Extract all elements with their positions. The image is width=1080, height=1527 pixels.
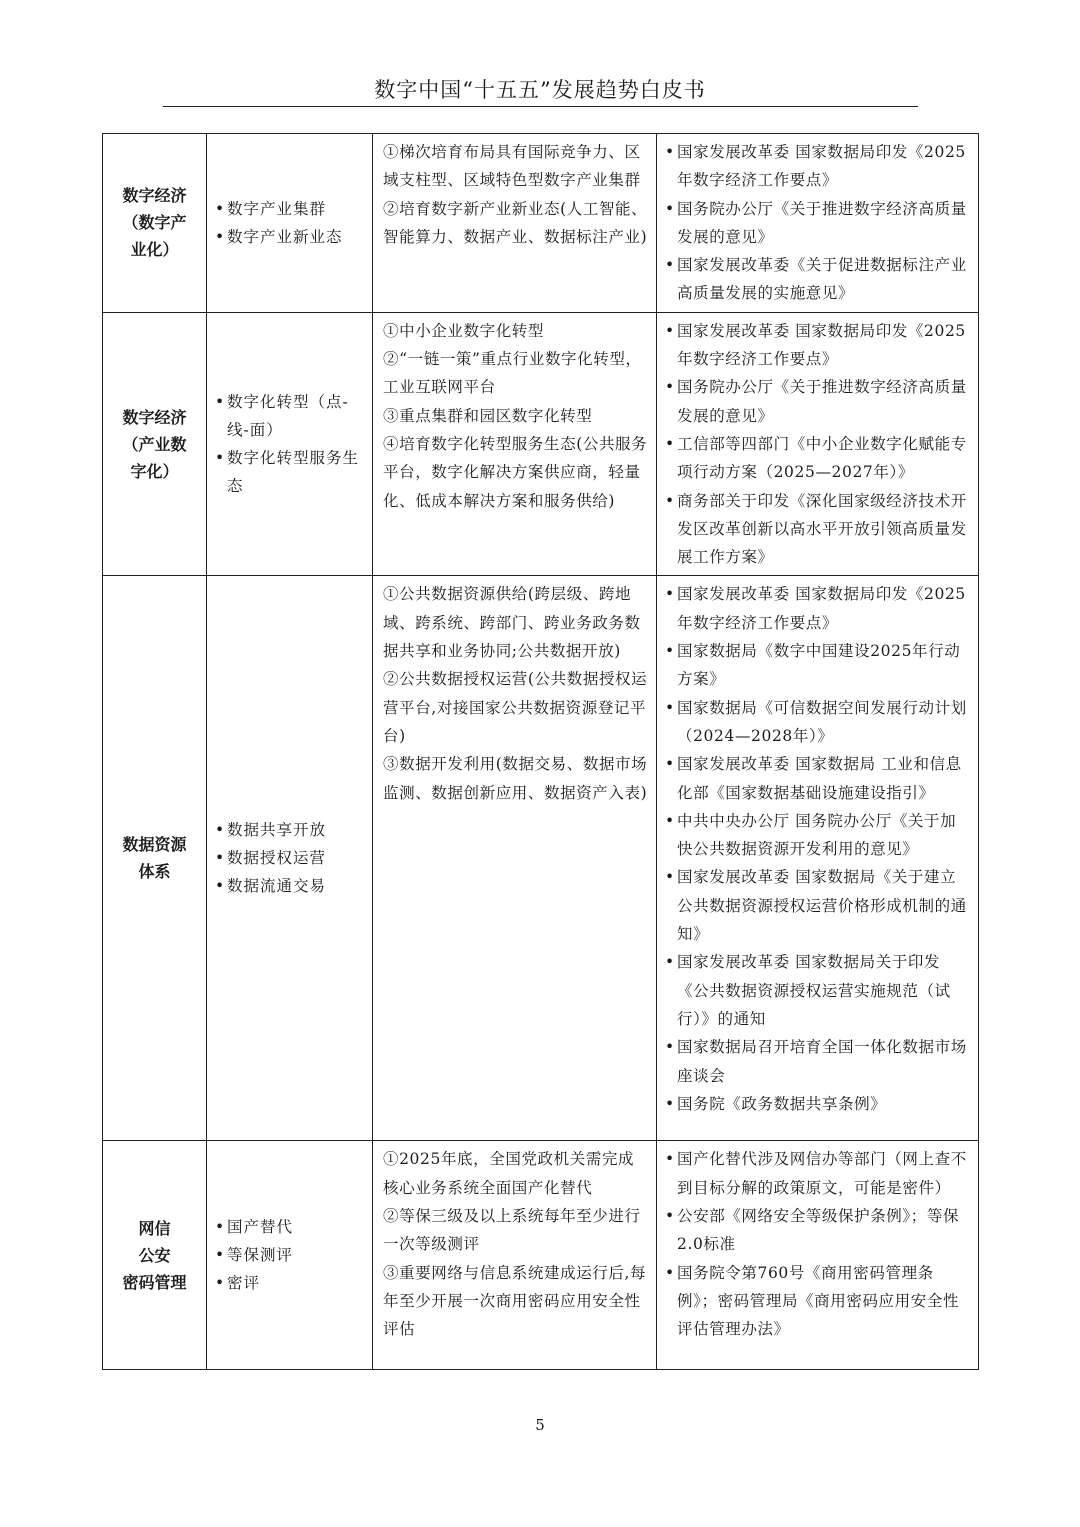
goal-text: ④培育数字化转型服务生态(公共服务平台，数字化解决方案供应商，轻量化、低成本解决方案和服务供给) <box>383 434 648 510</box>
list-item: • 国产替代 <box>215 1213 366 1241</box>
list-item: • 国家发展改革委 国家数据局印发《2025年数字经济工作要点》 <box>663 580 972 637</box>
list-item: • 数据流通交易 <box>215 872 366 900</box>
goal-text: ③重要网络与信息系统建成运行后,每年至少开展一次商用密码应用安全性评估 <box>383 1263 647 1339</box>
list-item: • 数据授权运营 <box>215 844 366 872</box>
list-item: • 国务院办公厅《关于推进数字经济高质量发展的意见》 <box>663 195 972 252</box>
list-item: • 数据共享开放 <box>215 816 366 844</box>
items-cell <box>207 1141 373 1370</box>
list-item: • 数字产业新业态 <box>215 223 366 251</box>
goals-cell <box>373 312 657 576</box>
list-item: • 国家数据局《数字中国建设2025年行动方案》 <box>663 637 972 694</box>
category-cell <box>103 1141 207 1370</box>
list-item: • 国家发展改革委 国家数据局关于印发《公共数据资源授权运营实施规范（试行）》的通知 <box>663 948 972 1033</box>
list-item: • 国家发展改革委 国家数据局《关于建立公共数据资源授权运营价格形成机制的通知》 <box>663 863 972 948</box>
list-item: • 国家数据局召开培育全国一体化数据市场座谈会 <box>663 1033 972 1090</box>
category-cell <box>103 576 207 1141</box>
category-cell <box>103 134 207 313</box>
table-row <box>103 1141 979 1370</box>
table-row <box>103 134 979 313</box>
list-item: • 数字产业集群 <box>215 195 366 223</box>
goal-text: ②公共数据授权运营(公共数据授权运营平台,对接国家公共数据资源登记平台) <box>383 670 648 745</box>
policies-cell <box>657 312 979 576</box>
list-item: • 中共中央办公厅 国务院办公厅《关于加快公共数据资源开发利用的意见》 <box>663 807 972 864</box>
goal-text: ①梯次培育布局具有国际竞争力、区域支柱型、区域特色型数字产业集群 <box>383 143 641 190</box>
list-item: • 国家发展改革委 国家数据局印发《2025年数字经济工作要点》 <box>663 317 972 374</box>
goal-text: ①2025年底，全国党政机关需完成核心业务系统全面国产化替代 <box>383 1150 635 1197</box>
goal-text: ③数据开发利用(数据交易、数据市场监测、数据创新应用、数据资产入表) <box>383 755 648 802</box>
list-item: • 数字化转型（点-线-面） <box>215 388 366 444</box>
list-item: • 商务部关于印发《深化国家级经济技术开发区改革创新以高水平开放引领高质量发展工作方案》 <box>663 487 972 572</box>
policy-table <box>102 133 979 1370</box>
goal-text: ②培育数字新产业新业态(人工智能、智能算力、数据产业、数据标注产业) <box>383 199 648 246</box>
category-label: 数字经济 （数字产 业化） <box>122 186 187 260</box>
goal-text: ③重点集群和园区数字化转型 <box>383 406 593 425</box>
policies-cell <box>657 576 979 1141</box>
list-item: • 国家发展改革委 国家数据局印发《2025年数字经济工作要点》 <box>663 138 972 195</box>
category-label: 数字经济 （产业数 字化） <box>122 407 187 481</box>
items-cell <box>207 576 373 1141</box>
page-number: 5 <box>535 1416 545 1434</box>
list-item: • 国家数据局《可信数据空间发展行动计划（2024—2028年）》 <box>663 694 972 751</box>
goals-cell <box>373 134 657 313</box>
list-item: • 国家发展改革委 国家数据局 工业和信息化部《国家数据基础设施建设指引》 <box>663 750 972 807</box>
goal-text: ②等保三级及以上系统每年至少进行一次等级测评 <box>383 1207 641 1254</box>
list-item: • 公安部《网络安全等级保护条例》；等保2.0标准 <box>663 1202 972 1259</box>
items-cell <box>207 134 373 313</box>
list-item: • 国产化替代涉及网信办等部门（网上查不到目标分解的政策原文，可能是密件） <box>663 1145 972 1202</box>
list-item: • 等保测评 <box>215 1241 366 1269</box>
category-label: 数据资源 体系 <box>122 835 187 882</box>
list-item: • 国务院《政务数据共享条例》 <box>663 1090 972 1118</box>
list-item: • 国务院办公厅《关于推进数字经济高质量发展的意见》 <box>663 373 972 430</box>
list-item: • 密评 <box>215 1269 366 1297</box>
category-label: 网信 公安 密码管理 <box>122 1218 187 1292</box>
goal-text: ①公共数据资源供给(跨层级、跨地域、跨系统、跨部门、跨业务政务数据共享和业务协同;公共数据开放) <box>383 585 641 661</box>
goals-cell <box>373 1141 657 1370</box>
policies-cell <box>657 1141 979 1370</box>
category-cell <box>103 312 207 576</box>
goal-text: ②“一链一策”重点行业数字化转型，工业互联网平台 <box>383 350 642 397</box>
table-row <box>103 576 979 1141</box>
list-item: • 数字化转型服务生态 <box>215 444 366 500</box>
table-row <box>103 312 979 576</box>
list-item: • 国家发展改革委《关于促进数据标注产业高质量发展的实施意见》 <box>663 251 972 308</box>
policies-cell <box>657 134 979 313</box>
header-divider <box>163 106 918 107</box>
list-item: • 国务院令第760号《商用密码管理条例》；密码管理局《商用密码应用安全性评估管理办法》 <box>663 1259 972 1344</box>
goal-text: ①中小企业数字化转型 <box>383 321 545 340</box>
items-cell <box>207 312 373 576</box>
page-header-title: 数字中国“十五五”发展趋势白皮书 <box>374 78 706 102</box>
goals-cell <box>373 576 657 1141</box>
list-item: • 工信部等四部门《中小企业数字化赋能专项行动方案（2025—2027年）》 <box>663 430 972 487</box>
